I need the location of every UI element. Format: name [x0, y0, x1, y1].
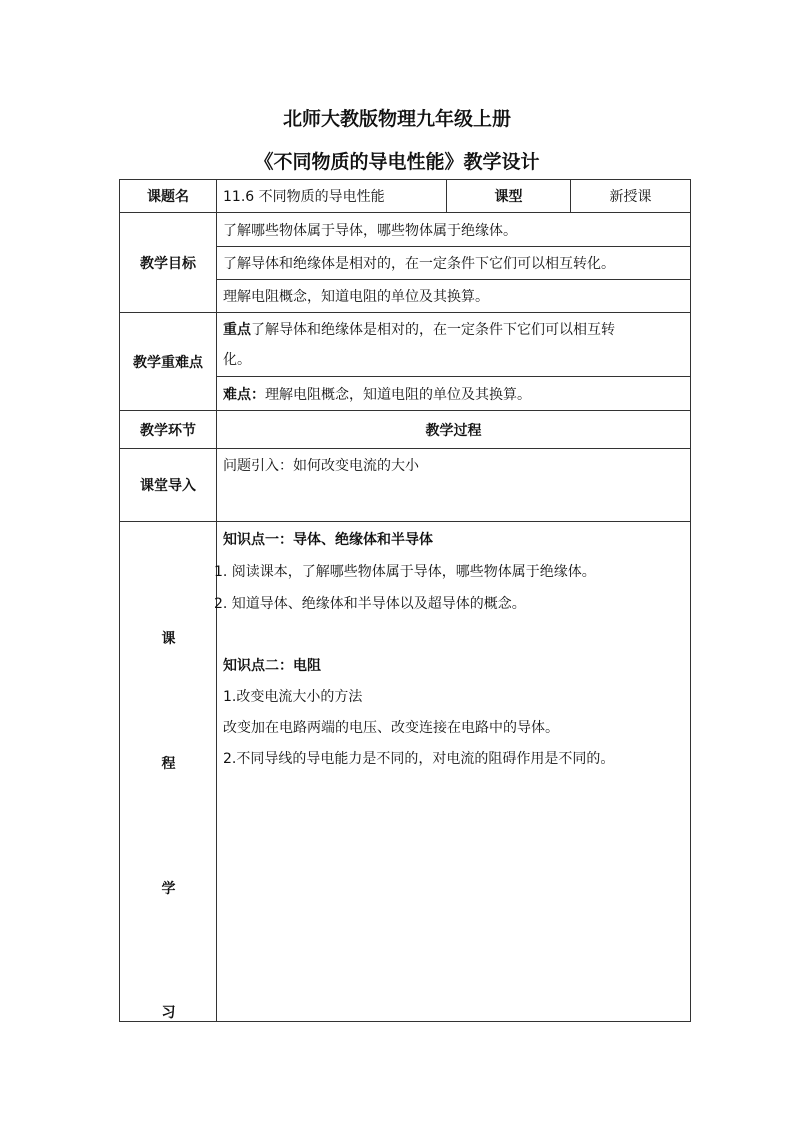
- topic-value: 11.6 不同物质的导电性能: [217, 180, 447, 213]
- learning-content: [214, 522, 691, 1022]
- intro-label: 课堂导入: [120, 449, 217, 522]
- key-text: 了解导体和绝缘体是相对的，在一定条件下它们可以相互转: [251, 321, 615, 338]
- goal-item: 了解导体和绝缘体是相对的，在一定条件下它们可以相互转化。: [217, 247, 691, 280]
- keypoints-label: 教学重难点: [120, 313, 217, 411]
- intro-text: 问题引入：如何改变电流的大小: [223, 458, 419, 474]
- topic-row: [120, 180, 691, 213]
- document-subtitle: 《不同物质的导电性能》教学设计: [254, 151, 540, 173]
- learning-label-char: 课: [161, 631, 176, 647]
- header-row: [120, 411, 691, 449]
- document-title: 北师大教版物理九年级上册: [282, 108, 511, 130]
- kp1-item: 1. 阅读课本，了解哪些物体属于导体，哪些物体属于绝缘体。: [214, 564, 596, 580]
- kp2-item: 1.改变电流大小的方法: [223, 689, 363, 705]
- learning-label-char: 学: [161, 881, 176, 897]
- type-label: 课型: [447, 180, 571, 213]
- difficulty-point: [217, 377, 691, 411]
- intro-content: [217, 449, 691, 522]
- section-label: 教学环节: [120, 411, 217, 449]
- type-value: 新授课: [571, 180, 691, 213]
- goals-label: 教学目标: [120, 213, 217, 313]
- goal-item: 理解电阻概念，知道电阻的单位及其换算。: [217, 280, 691, 313]
- learning-label: [120, 522, 217, 1022]
- keypoint-row: [120, 313, 691, 377]
- learning-row: [120, 522, 691, 1022]
- lesson-plan-table: [119, 179, 691, 1022]
- kp1-item: 2. 知道导体、绝缘体和半导体以及超导体的概念。: [214, 596, 526, 612]
- kp2-item: 2.不同导线的导电能力是不同的，对电流的阻碍作用是不同的。: [223, 751, 615, 767]
- learning-label-char: 程: [161, 756, 176, 772]
- difficulty-prefix: 难点：: [223, 386, 265, 403]
- topic-label: 课题名: [120, 180, 217, 213]
- difficulty-text: 理解电阻概念，知道电阻的单位及其换算。: [265, 386, 531, 403]
- kp2-title: 知识点二：电阻: [223, 658, 321, 674]
- key-text-cont: 化。: [223, 351, 251, 368]
- key-point: [217, 313, 691, 377]
- goal-row: [120, 213, 691, 247]
- goal-item: 了解哪些物体属于导体，哪些物体属于绝缘体。: [217, 213, 691, 247]
- kp1-title: 知识点一：导体、绝缘体和半导体: [223, 532, 433, 548]
- intro-row: [120, 449, 691, 522]
- key-prefix: 重点: [223, 321, 251, 338]
- process-label: 教学过程: [217, 411, 691, 449]
- kp2-item-detail: 改变加在电路两端的电压、改变连接在电路中的导体。: [223, 720, 559, 736]
- learning-label-char: 习: [161, 1005, 176, 1021]
